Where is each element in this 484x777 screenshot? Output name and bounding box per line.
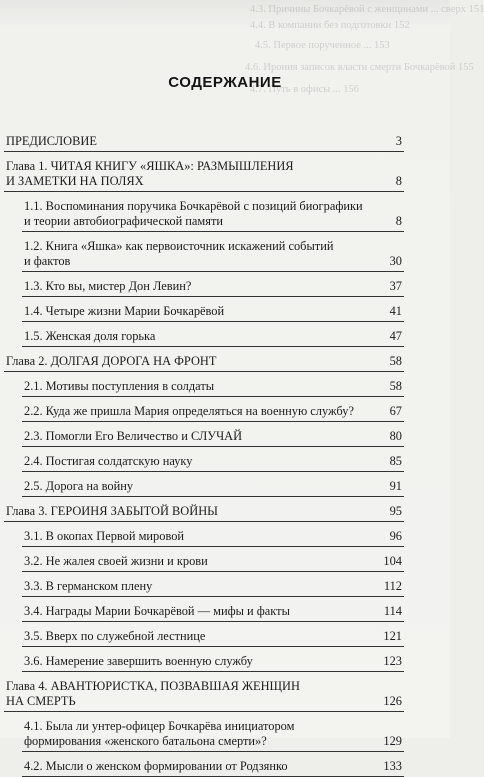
toc-entry-rule <box>22 346 404 347</box>
toc-entry-label: и теории автобиографической памяти <box>24 214 224 228</box>
toc-entry-label: И ЗАМЕТКИ НА ПОЛЯХ <box>6 174 144 188</box>
toc-entry-label: 1.1. Воспоминания поручика Бочкарёвой с позиций биографики <box>24 199 363 213</box>
page-title: СОДЕРЖАНИЕ <box>168 74 282 91</box>
toc-entry-label: 3.2. Не жалея своей жизни и крови <box>24 554 208 568</box>
toc-page-number: 112 <box>383 579 402 593</box>
toc-entry-rule <box>4 371 404 372</box>
toc-subsection[interactable] <box>0 279 450 294</box>
toc-page-number: 67 <box>389 404 402 418</box>
toc-subsection[interactable] <box>0 454 450 469</box>
toc-page-number: 85 <box>389 454 402 468</box>
toc-page-number: 96 <box>389 529 402 543</box>
toc-subsection[interactable] <box>0 429 450 444</box>
toc-entry-label: 2.2. Куда же пришла Мария определяться на военную службу? <box>24 404 354 418</box>
toc-page-number: 95 <box>389 504 402 518</box>
toc-subsection[interactable] <box>0 199 450 229</box>
bleed-through-line: 4.3. Причины Бочкарёвой с женщинами ... сверх 151 <box>250 4 484 15</box>
toc-entry-rule <box>22 671 404 672</box>
toc-entry-label: ПРЕДИСЛОВИЕ <box>6 134 97 148</box>
toc-entry-rule <box>22 596 404 597</box>
toc-entry-label: 3.3. В германском плену <box>24 579 153 593</box>
toc-page-number: 104 <box>383 554 402 568</box>
toc-subsection[interactable] <box>0 404 450 419</box>
toc-entry-rule <box>22 231 404 232</box>
toc-entry-rule <box>22 546 404 547</box>
toc-entry-rule <box>22 621 404 622</box>
toc-entry-rule <box>4 191 404 192</box>
toc-entry-rule <box>4 711 404 712</box>
toc-entry-rule <box>22 271 404 272</box>
toc-page-number: 8 <box>395 174 402 188</box>
toc-page-number: 91 <box>389 479 402 493</box>
toc-page-number: 30 <box>389 254 402 268</box>
toc-chapter[interactable] <box>0 134 450 149</box>
toc-entry-label: 3.4. Награды Марии Бочкарёвой — мифы и факты <box>24 604 290 618</box>
toc-subsection[interactable] <box>0 379 450 394</box>
toc-entry-rule <box>22 296 404 297</box>
toc-page-number: 58 <box>389 379 402 393</box>
toc-page-number: 114 <box>383 604 402 618</box>
toc-subsection[interactable] <box>0 629 450 644</box>
toc-entry-rule <box>22 571 404 572</box>
toc-page-number: 37 <box>389 279 402 293</box>
toc-entry-label: и фактов <box>24 254 71 268</box>
toc-chapter[interactable] <box>0 159 450 189</box>
toc-page-number: 80 <box>389 429 402 443</box>
toc-entry-label: 3.5. Вверх по служебной лестнице <box>24 629 206 643</box>
toc-chapter[interactable] <box>0 354 450 369</box>
toc-subsection[interactable] <box>0 579 450 594</box>
toc-entry-label: Глава 2. ДОЛГАЯ ДОРОГА НА ФРОНТ <box>6 354 217 368</box>
toc-entry-rule <box>22 496 404 497</box>
toc-subsection[interactable] <box>0 759 450 774</box>
bleed-through-line: 4.6. Ирония записок власти смерти Бочкарёвой 155 <box>245 62 474 73</box>
toc-entry-label: Глава 3. ГЕРОИНЯ ЗАБЫТОЙ ВОЙНЫ <box>6 504 218 518</box>
toc-entry-label: НА СМЕРТЬ <box>6 694 76 708</box>
toc-entry-label: 2.4. Постигая солдатскую науку <box>24 454 193 468</box>
bleed-through-text <box>0 0 484 110</box>
toc-subsection[interactable] <box>0 654 450 669</box>
toc-entry-label: 4.1. Была ли унтер-офицер Бочкарёва инициатором <box>24 719 295 733</box>
toc-entry-rule <box>22 751 404 752</box>
toc-subsection[interactable] <box>0 719 450 749</box>
toc-entry-label: формирования «женского батальона смерти»? <box>24 734 267 748</box>
toc-entry-rule <box>4 151 404 152</box>
toc-entry-rule <box>22 396 404 397</box>
toc-entry-label: 4.2. Мысли о женском формировании от Родзянко <box>24 759 288 773</box>
toc-entry-label: 3.1. В окопах Первой мировой <box>24 529 185 543</box>
toc-entry-label: 2.5. Дорога на войну <box>24 479 134 493</box>
toc-page-number: 58 <box>389 354 402 368</box>
toc-page-number: 8 <box>395 214 402 228</box>
toc-page-number: 121 <box>383 629 402 643</box>
toc-entry-label: 2.1. Мотивы поступления в солдаты <box>24 379 215 393</box>
toc-page-number: 41 <box>389 304 402 318</box>
toc-chapter[interactable] <box>0 679 450 709</box>
toc-subsection[interactable] <box>0 479 450 494</box>
toc-subsection[interactable] <box>0 604 450 619</box>
bleed-through-line: 4.7. Путь в офисы ... 156 <box>250 84 360 95</box>
toc-entry-label: 2.3. Помогли Его Величество и СЛУЧАЙ <box>24 429 243 443</box>
toc-entry-rule <box>22 321 404 322</box>
toc-entry-label: Глава 1. ЧИТАЯ КНИГУ «ЯШКА»: РАЗМЫШЛЕНИЯ <box>6 159 294 173</box>
toc-subsection[interactable] <box>0 529 450 544</box>
toc-page-number: 126 <box>383 694 402 708</box>
bleed-through-line: 4.5. Первое порученное ... 153 <box>255 40 390 51</box>
toc-entry-label: 1.2. Книга «Яшка» как первоисточник искажений событий <box>24 239 334 253</box>
toc-page-number: 133 <box>383 759 402 773</box>
toc-subsection[interactable] <box>0 304 450 319</box>
toc-page-number: 47 <box>389 329 402 343</box>
toc-page-number: 123 <box>383 654 402 668</box>
toc-page-number: 3 <box>395 134 402 148</box>
toc-entry-label: 1.5. Женская доля горька <box>24 329 156 343</box>
toc-entry-rule <box>22 421 404 422</box>
toc-entry-label: 1.3. Кто вы, мистер Дон Левин? <box>24 279 192 293</box>
toc-subsection[interactable] <box>0 554 450 569</box>
bleed-through-line: 4.4. В компании без подготовки 152 <box>250 20 410 31</box>
toc-entry-label: 3.6. Намерение завершить военную службу <box>24 654 253 668</box>
toc-subsection[interactable] <box>0 329 450 344</box>
toc-entry-rule <box>22 446 404 447</box>
toc-chapter[interactable] <box>0 504 450 519</box>
toc-subsection[interactable] <box>0 239 450 269</box>
toc-entry-rule <box>22 471 404 472</box>
toc-entry-rule <box>4 521 404 522</box>
toc-entry-label: Глава 4. АВАНТЮРИСТКА, ПОЗВАВШАЯ ЖЕНЩИН <box>6 679 300 693</box>
toc-entry-rule <box>22 646 404 647</box>
toc-page-number: 129 <box>383 734 402 748</box>
toc-entry-label: 1.4. Четыре жизни Марии Бочкарёвой <box>24 304 225 318</box>
